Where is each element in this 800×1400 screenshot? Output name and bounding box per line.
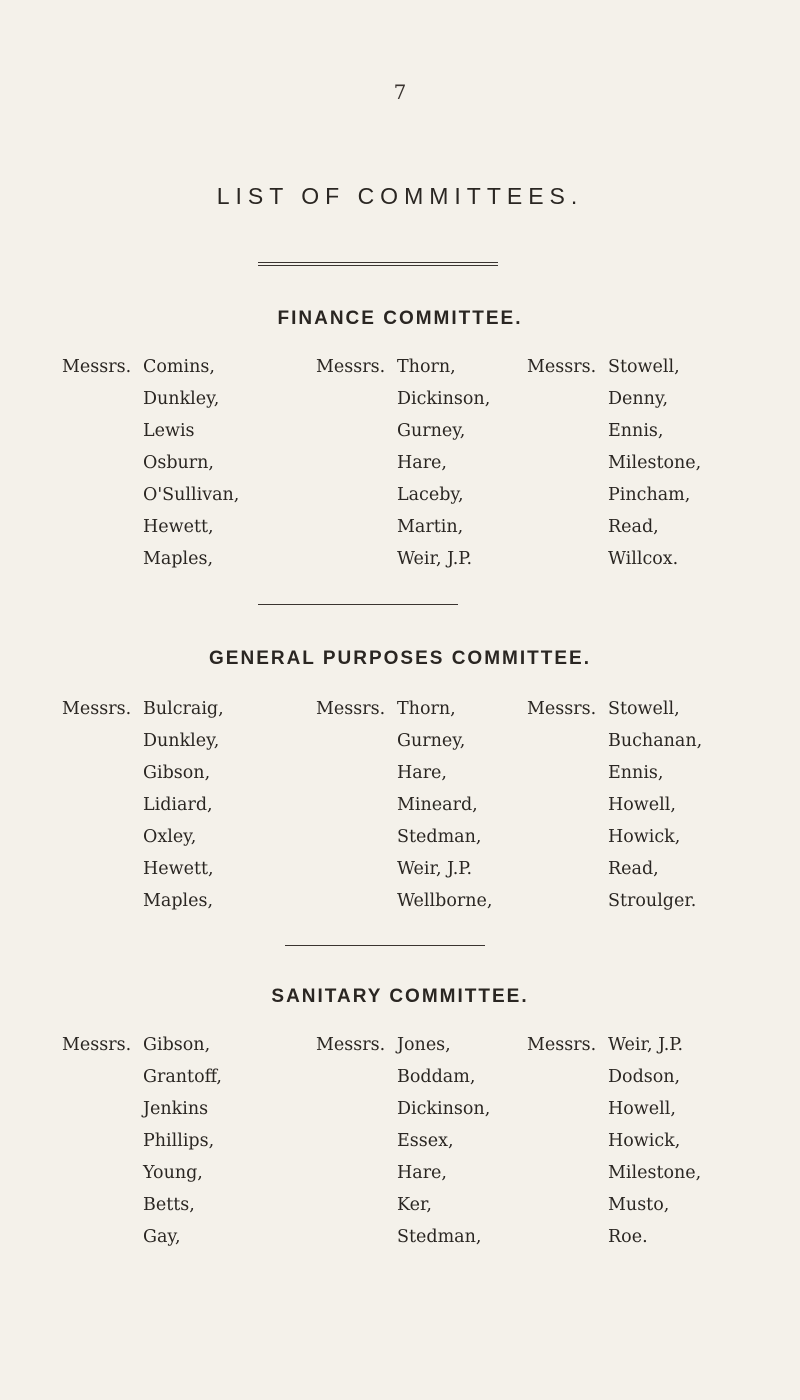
- member-name: Gibson,: [143, 1035, 211, 1055]
- member-name: Hewett,: [143, 517, 214, 537]
- member-name: Comins,: [143, 357, 215, 377]
- member-name: O'Sullivan,: [143, 485, 240, 505]
- member-name: Bulcraig,: [143, 699, 224, 719]
- member-name: Mineard,: [397, 795, 478, 815]
- messrs-prefix: Messrs.: [527, 357, 597, 377]
- page-title: LIST OF COMMITTEES.: [216, 183, 584, 209]
- member-name: Hare,: [397, 453, 447, 473]
- member-row: [0, 1227, 800, 1259]
- messrs-prefix: Messrs.: [62, 357, 132, 377]
- member-name: Howick,: [608, 1131, 681, 1151]
- member-name: Milestone,: [608, 453, 702, 473]
- member-name: Howell,: [608, 795, 676, 815]
- member-name: Weir, J.P.: [397, 549, 473, 569]
- member-row: [0, 1131, 800, 1163]
- messrs-prefix: Messrs.: [62, 699, 132, 719]
- member-name: Musto,: [608, 1195, 670, 1215]
- member-row: [0, 357, 800, 389]
- member-row: [0, 517, 800, 549]
- member-name: Stowell,: [608, 699, 680, 719]
- member-name: Gurney,: [397, 731, 466, 751]
- member-name: Weir, J.P.: [608, 1035, 684, 1055]
- member-name: Buchanan,: [608, 731, 703, 751]
- member-name: Martin,: [397, 517, 464, 537]
- member-name: Dickinson,: [397, 1099, 491, 1119]
- member-name: Ennis,: [608, 763, 664, 783]
- member-name: Essex,: [397, 1131, 454, 1151]
- member-name: Howick,: [608, 827, 681, 847]
- member-name: Willcox.: [608, 549, 679, 569]
- member-name: Roe.: [608, 1227, 648, 1247]
- member-name: Ennis,: [608, 421, 664, 441]
- member-name: Boddam,: [397, 1067, 476, 1087]
- member-name: Gurney,: [397, 421, 466, 441]
- member-name: Phillips,: [143, 1131, 215, 1151]
- member-row: [0, 1035, 800, 1067]
- member-name: Lewis: [143, 421, 195, 441]
- member-row: [0, 1067, 800, 1099]
- member-name: Ker,: [397, 1195, 432, 1215]
- section-divider: [258, 604, 458, 605]
- member-name: Young,: [143, 1163, 203, 1183]
- member-name: Lidiard,: [143, 795, 213, 815]
- member-row: [0, 1099, 800, 1131]
- member-name: Hare,: [397, 763, 447, 783]
- member-name: Osburn,: [143, 453, 214, 473]
- section-divider: [285, 945, 485, 946]
- member-name: Jenkins: [143, 1099, 209, 1119]
- member-row: [0, 389, 800, 421]
- member-row: [0, 827, 800, 859]
- committee-heading: FINANCE COMMITTEE.: [277, 308, 523, 329]
- member-row: [0, 1163, 800, 1195]
- member-name: Denny,: [608, 389, 669, 409]
- member-name: Maples,: [143, 891, 214, 911]
- member-row: [0, 891, 800, 923]
- member-name: Dickinson,: [397, 389, 491, 409]
- member-row: [0, 699, 800, 731]
- member-name: Wellborne,: [397, 891, 493, 911]
- member-name: Weir, J.P.: [397, 859, 473, 879]
- member-name: Milestone,: [608, 1163, 702, 1183]
- member-name: Pincham,: [608, 485, 691, 505]
- title-divider: [258, 262, 498, 266]
- member-name: Hewett,: [143, 859, 214, 879]
- committee-heading: GENERAL PURPOSES COMMITTEE.: [209, 648, 591, 669]
- member-name: Stowell,: [608, 357, 680, 377]
- member-name: Grantoff,: [143, 1067, 222, 1087]
- member-row: [0, 859, 800, 891]
- member-name: Dodson,: [608, 1067, 681, 1087]
- messrs-prefix: Messrs.: [316, 1035, 386, 1055]
- member-row: [0, 1195, 800, 1227]
- member-row: [0, 549, 800, 581]
- member-name: Thorn,: [397, 357, 456, 377]
- member-row: [0, 795, 800, 827]
- member-row: [0, 731, 800, 763]
- member-row: [0, 453, 800, 485]
- member-name: Oxley,: [143, 827, 197, 847]
- messrs-prefix: Messrs.: [316, 357, 386, 377]
- member-name: Gay,: [143, 1227, 181, 1247]
- member-name: Dunkley,: [143, 389, 220, 409]
- member-name: Maples,: [143, 549, 214, 569]
- member-name: Read,: [608, 859, 659, 879]
- member-name: Betts,: [143, 1195, 195, 1215]
- member-name: Stroulger.: [608, 891, 697, 911]
- member-row: [0, 485, 800, 517]
- messrs-prefix: Messrs.: [316, 699, 386, 719]
- messrs-prefix: Messrs.: [527, 699, 597, 719]
- page-number: 7: [393, 80, 407, 104]
- member-name: Gibson,: [143, 763, 211, 783]
- member-name: Stedman,: [397, 1227, 482, 1247]
- member-name: Dunkley,: [143, 731, 220, 751]
- member-name: Read,: [608, 517, 659, 537]
- member-name: Jones,: [397, 1035, 451, 1055]
- member-name: Stedman,: [397, 827, 482, 847]
- member-row: [0, 763, 800, 795]
- messrs-prefix: Messrs.: [527, 1035, 597, 1055]
- member-name: Laceby,: [397, 485, 464, 505]
- member-name: Thorn,: [397, 699, 456, 719]
- member-row: [0, 421, 800, 453]
- committee-heading: SANITARY COMMITTEE.: [271, 986, 529, 1007]
- messrs-prefix: Messrs.: [62, 1035, 132, 1055]
- member-name: Hare,: [397, 1163, 447, 1183]
- member-name: Howell,: [608, 1099, 676, 1119]
